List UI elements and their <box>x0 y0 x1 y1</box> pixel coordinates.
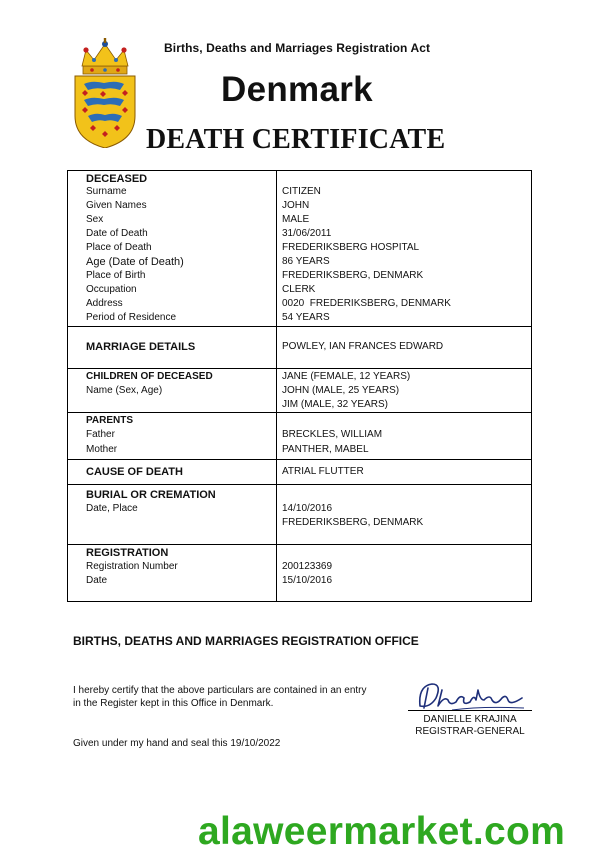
certificate-title: DEATH CERTIFICATE <box>146 124 446 155</box>
row-divider <box>68 412 531 413</box>
surname-value: CITIZEN <box>282 186 321 197</box>
children-heading: CHILDREN OF DECEASED <box>86 371 213 382</box>
mother-label: Mother <box>86 444 118 455</box>
marriage-value: POWLEY, IAN FRANCES EDWARD <box>282 341 444 352</box>
registrar-title: REGISTRAR-GENERAL <box>415 726 525 737</box>
burial-heading: BURIAL OR CREMATION <box>86 489 216 501</box>
children-label: Name (Sex, Age) <box>86 385 163 396</box>
surname-label: Surname <box>86 186 127 197</box>
registration-number-label: Registration Number <box>86 561 178 572</box>
burial-date-value: 14/10/2016 <box>282 503 333 514</box>
age-label: Age (Date of Death) <box>86 256 184 268</box>
certification-statement <box>73 684 367 710</box>
place-of-birth-value: FREDERIKSBERG, DENMARK <box>282 270 424 281</box>
occupation-value: CLERK <box>282 284 316 295</box>
father-value: BRECKLES, WILLIAM <box>282 429 383 440</box>
act-title: Births, Deaths and Marriages Registration Act <box>164 41 431 55</box>
child-1-value: JANE (FEMALE, 12 YEARS) <box>282 371 411 382</box>
certification-line-1: I hereby certify that the above particulars are contained in an entry <box>73 685 367 696</box>
burial-place-value: FREDERIKSBERG, DENMARK <box>282 517 424 528</box>
signature-line <box>408 710 532 711</box>
given-names-label: Given Names <box>86 200 147 211</box>
address-value: 0020 FREDERIKSBERG, DENMARK <box>282 298 451 309</box>
burial-label: Date, Place <box>86 503 138 514</box>
place-of-death-value: FREDERIKSBERG HOSPITAL <box>282 242 420 253</box>
marriage-heading: MARRIAGE DETAILS <box>86 341 196 353</box>
date-of-death-label: Date of Death <box>86 228 148 239</box>
registrar-name: DANIELLE KRAJINA <box>423 714 517 725</box>
place-of-death-label: Place of Death <box>86 242 152 253</box>
mother-value: PANTHER, MABEL <box>282 444 369 455</box>
row-divider <box>68 326 531 327</box>
cause-value: ATRIAL FLUTTER <box>282 466 364 477</box>
country-title: Denmark <box>221 70 373 109</box>
sex-value: MALE <box>282 214 310 225</box>
occupation-label: Occupation <box>86 284 137 295</box>
father-label: Father <box>86 429 115 440</box>
place-of-birth-label: Place of Birth <box>86 270 146 281</box>
row-divider <box>68 544 531 545</box>
cause-heading: CAUSE OF DEATH <box>86 466 183 478</box>
coat-of-arms-emblem <box>70 38 140 148</box>
registration-heading: REGISTRATION <box>86 547 169 559</box>
given-under-hand-statement: Given under my hand and seal this 19/10/2022 <box>73 738 281 749</box>
registration-date-value: 15/10/2016 <box>282 575 333 586</box>
given-names-value: JOHN <box>282 200 310 211</box>
shield-icon <box>75 76 135 148</box>
child-2-value: JOHN (MALE, 25 YEARS) <box>282 385 400 396</box>
crown-icon <box>82 38 128 74</box>
registrar-signature <box>412 676 532 714</box>
row-divider <box>68 459 531 460</box>
child-3-value: JIM (MALE, 32 YEARS) <box>282 399 388 410</box>
row-divider <box>68 368 531 369</box>
registration-date-label: Date <box>86 575 108 586</box>
row-divider <box>68 484 531 485</box>
period-of-residence-label: Period of Residence <box>86 312 177 323</box>
certification-line-2: in the Register kept in this Office in Denmark. <box>73 698 274 709</box>
sex-label: Sex <box>86 214 104 225</box>
address-label: Address <box>86 298 123 309</box>
date-of-death-value: 31/06/2011 <box>282 228 332 239</box>
period-of-residence-value: 54 YEARS <box>282 312 330 323</box>
watermark: alaweermarket.com <box>198 810 566 853</box>
age-value: 86 YEARS <box>282 256 330 267</box>
deceased-heading: DECEASED <box>86 173 148 185</box>
parents-heading: PARENTS <box>86 415 134 426</box>
certificate-table <box>67 170 532 602</box>
registration-number-value: 200123369 <box>282 561 333 572</box>
office-title: BIRTHS, DEATHS AND MARRIAGES REGISTRATION OFFICE <box>73 634 419 648</box>
column-divider <box>276 171 277 601</box>
